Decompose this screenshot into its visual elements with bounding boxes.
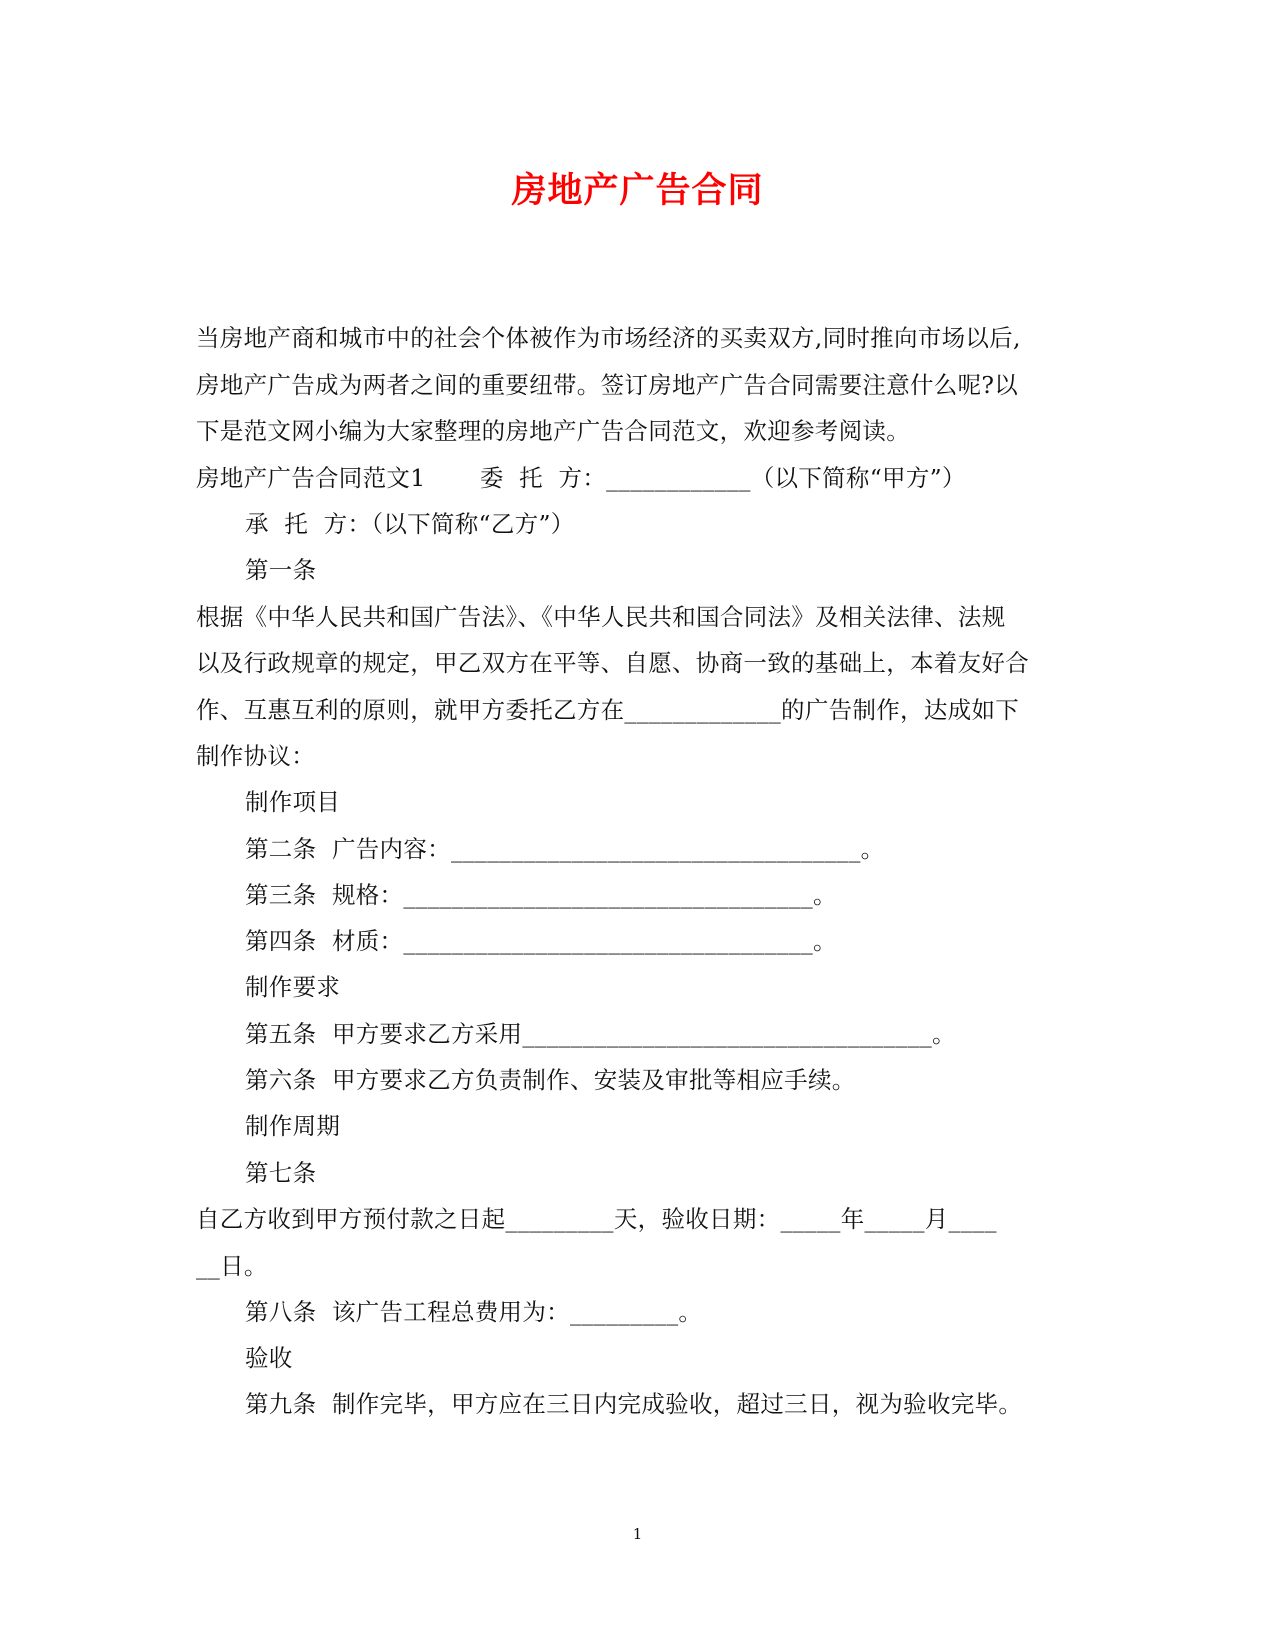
contract-party-a-line: 房地产广告合同范文1 委 托 方：____________（以下简称“甲方”） [196,464,966,492]
contract-party-b-line: 承 托 方：（以下简称“乙方”） [245,510,575,538]
article-4-line: 第四条 材质：__________________________________。 [245,927,837,955]
article-1-text-line-2: 以及行政规章的规定，甲乙双方在平等、自愿、协商一致的基础上，本着友好合 [196,649,1029,677]
page-number: 1 [632,1525,643,1543]
article-7-heading: 第七条 [245,1159,317,1187]
section-production-items: 制作项目 [245,788,341,816]
section-production-requirements: 制作要求 [245,973,341,1001]
article-1-text-line-1: 根据《中华人民共和国广告法》、《中华人民共和国合同法》及相关法律、法规 [196,603,1006,631]
article-3-line: 第三条 规格：__________________________________。 [245,881,837,909]
intro-line-2: 房地产广告成为两者之间的重要纽带。签订房地产广告合同需要注意什么呢?以 [196,371,1019,399]
intro-line-3: 下是范文网小编为大家整理的房地产广告合同范文，欢迎参考阅读。 [196,417,910,445]
article-1-text-line-3: 作、互惠互利的原则，就甲方委托乙方在_____________的广告制作，达成如下 [196,696,1020,724]
section-production-period: 制作周期 [245,1112,341,1140]
article-7-text-line-1: 自乙方收到甲方预付款之日起_________天，验收日期：_____年_____月____ [196,1205,997,1233]
article-6-line: 第六条 甲方要求乙方负责制作、安装及审批等相应手续。 [245,1066,856,1094]
article-5-line: 第五条 甲方要求乙方采用__________________________________。 [245,1020,956,1048]
article-1-heading: 第一条 [245,556,317,584]
intro-line-1: 当房地产商和城市中的社会个体被作为市场经济的买卖双方,同时推向市场以后, [196,324,1021,352]
article-9-line: 第九条 制作完毕，甲方应在三日内完成验收，超过三日，视为验收完毕。 [245,1390,1023,1418]
article-8-line: 第八条 该广告工程总费用为：_________。 [245,1298,703,1326]
article-7-text-line-2: __日。 [196,1252,268,1280]
article-2-line: 第二条 广告内容：__________________________________。 [245,835,885,863]
article-1-text-line-4: 制作协议： [196,742,315,770]
section-acceptance: 验收 [245,1344,293,1372]
document-title: 房地产广告合同 [511,170,764,211]
